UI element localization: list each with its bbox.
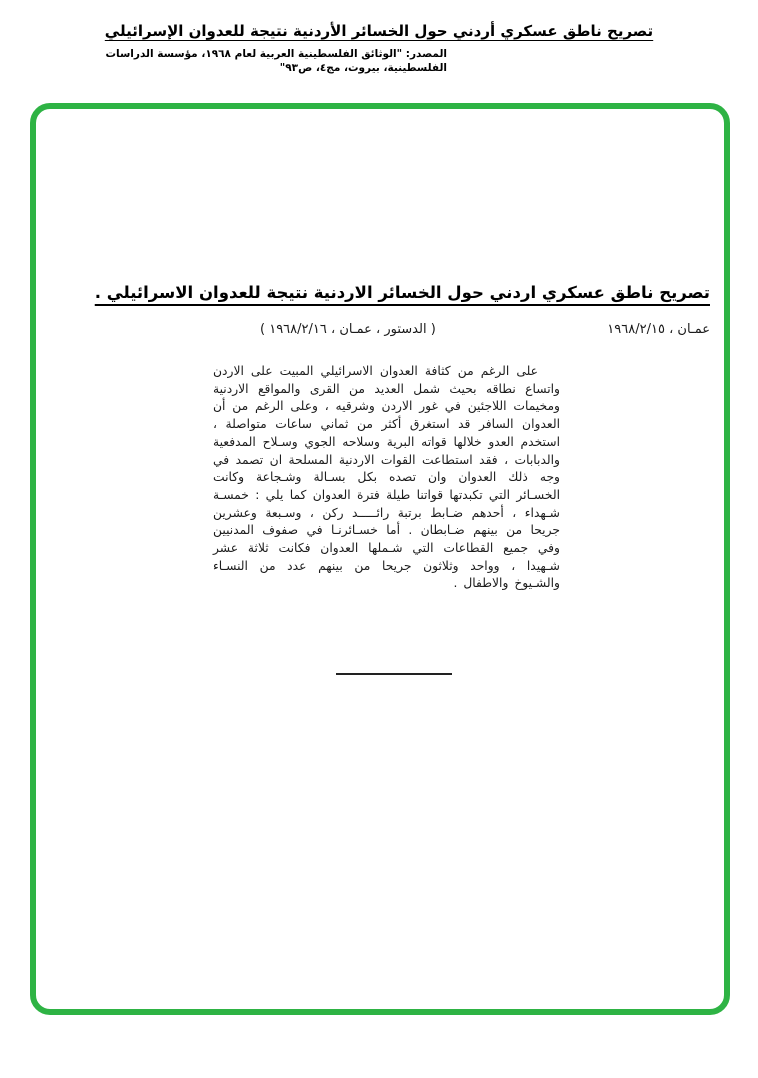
document-title: تصريح ناطق عسكري اردني حول الخسائر الاردنية نتيجة للعدوان الاسرائيلي . [94,283,710,303]
dateline [50,322,710,337]
scanned-document [36,109,724,675]
page-header [0,0,758,75]
footnote-rule [336,673,452,675]
dateline-publication: ( الدستور ، عمـان ، ١٩٦٨/٢/١٦ ) [260,322,436,338]
document-frame [30,103,730,1015]
page-title: تصريح ناطق عسكري أردني حول الخسائر الأردنية نتيجة للعدوان الإسرائيلي [104,22,654,40]
dateline-place-date: عمـان ، ١٩٦٨/٢/١٥ [607,322,710,338]
document-body: على الرغم من كثافة العدوان الاسرائيلي المبيت على الاردن واتساع نطاقه بحيث شمل العديد من القرى والمواقع الاردنية ومخيمات اللاجئين في غور الاردن وشرقيه ، وعلى الرغم من أن العدوان السافر قد استغرق أكثر من ثماني ساعات متواصلة ، استخدم العدو خلالها قواته البرية وسلاحه الجوي وسـلاح المدفعية والدبابات ، فقد استطاعت القوات الاردنية المسلحة ان تصمد في وجه ذلك العدوان وان تصده بكل بسـالة وشـجاعة وكانت الخسـائر التي تكبدتها قواتنا طيلة فترة العدوان كما يلي : خمسـة شـهداء ، أحدهم ضـابط برتبة رائـــــد ركن ، وسـبعة وعشرين جريحا من بينهم ضـابطان . أما خسـائرنـا في صفوف المدنيين وفي جميع القطاعات التي شـملها العدوان فكانت ثلاثة عشر شـهيدا ، وواحد وثلاثون جريحا من بينهم عدد من النسـاء والشـيوخ والاطفال . [213,364,560,591]
source-line: المصدر: "الوثائق الفلسطينية العربية لعام ١٩٦٨، مؤسسة الدراسات الفلسطينية، بيروت، مج٤، ص٩٣" [105,48,447,74]
